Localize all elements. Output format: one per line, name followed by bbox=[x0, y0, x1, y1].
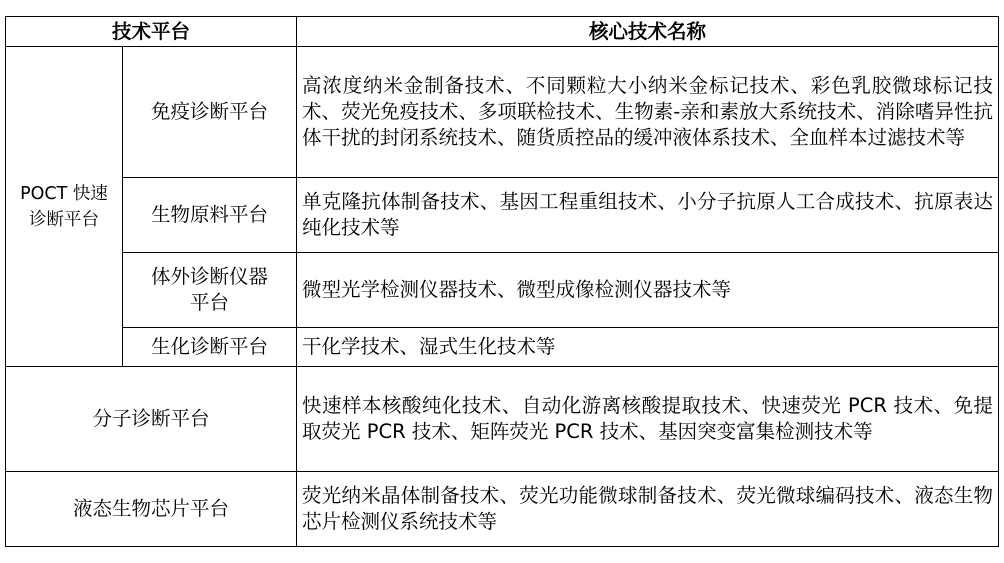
tech-immune: 高浓度纳米金制备技术、不同颗粒大小纳米金标记技术、彩色乳胶微球标记技术、荧光免疫技术、多项联检技术、生物素-亲和素放大系统技术、消除嗜异性抗体干扰的封闭系统技术、随货质控品的缓冲液体系技术、全血样本过滤技术等 bbox=[297, 47, 999, 178]
header-platform: 技术平台 bbox=[6, 17, 297, 47]
table-row bbox=[6, 253, 999, 328]
subplatform-instrument-line1: 体外诊断仪器 bbox=[151, 265, 269, 288]
subplatform-instrument-line2: 平台 bbox=[190, 291, 230, 314]
core-technology-table bbox=[5, 16, 999, 547]
subplatform-instrument bbox=[123, 253, 297, 328]
table-row bbox=[6, 472, 999, 547]
header-core-tech: 核心技术名称 bbox=[297, 17, 999, 47]
subplatform-bio-materials: 生物原料平台 bbox=[123, 178, 297, 253]
subplatform-biochem: 生化诊断平台 bbox=[123, 328, 297, 367]
header-row bbox=[6, 17, 999, 47]
subplatform-immune: 免疫诊断平台 bbox=[123, 47, 297, 178]
tech-liquid-chip: 荧光纳米晶体制备技术、荧光功能微球制备技术、荧光微球编码技术、液态生物芯片检测仪系统技术等 bbox=[297, 472, 999, 547]
platform-molecular: 分子诊断平台 bbox=[6, 367, 297, 472]
table-row bbox=[6, 178, 999, 253]
tech-biochem: 干化学技术、湿式生化技术等 bbox=[297, 328, 999, 367]
table-row bbox=[6, 328, 999, 367]
table-row bbox=[6, 367, 999, 472]
poct-platform-name-line1: POCT 快速 bbox=[20, 183, 108, 204]
tech-molecular: 快速样本核酸纯化技术、自动化游离核酸提取技术、快速荧光 PCR 技术、免提取荧光 PCR 技术、矩阵荧光 PCR 技术、基因突变富集检测技术等 bbox=[297, 367, 999, 472]
tech-instrument: 微型光学检测仪器技术、微型成像检测仪器技术等 bbox=[297, 253, 999, 328]
tech-bio-materials: 单克隆抗体制备技术、基因工程重组技术、小分子抗原人工合成技术、抗原表达纯化技术等 bbox=[297, 178, 999, 253]
poct-platform-name-line2: 诊断平台 bbox=[29, 209, 99, 230]
table-row bbox=[6, 47, 999, 178]
platform-liquid-chip: 液态生物芯片平台 bbox=[6, 472, 297, 547]
poct-platform-cell bbox=[6, 47, 123, 367]
